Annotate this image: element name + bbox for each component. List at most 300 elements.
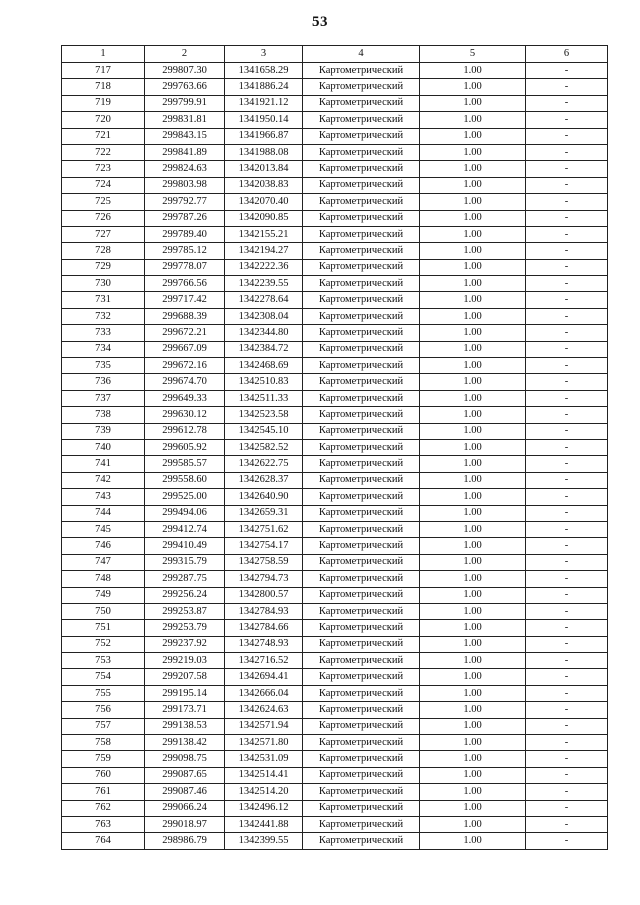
method-cell: Картометрический — [303, 308, 420, 324]
description-cell: - — [526, 751, 608, 767]
y-coordinate-cell: 1342344.80 — [225, 325, 303, 341]
column-header-6: 6 — [526, 46, 608, 63]
description-cell: - — [526, 308, 608, 324]
y-coordinate-cell: 1342090.85 — [225, 210, 303, 226]
point-number-cell: 752 — [62, 636, 145, 652]
x-coordinate-cell: 299253.87 — [145, 603, 225, 619]
method-cell: Картометрический — [303, 718, 420, 734]
y-coordinate-cell: 1342784.66 — [225, 620, 303, 636]
method-cell: Картометрический — [303, 95, 420, 111]
x-coordinate-cell: 299831.81 — [145, 112, 225, 128]
method-cell: Картометрический — [303, 112, 420, 128]
table-row — [62, 669, 608, 685]
x-coordinate-cell: 299763.66 — [145, 79, 225, 95]
point-number-cell: 764 — [62, 833, 145, 849]
y-coordinate-cell: 1342754.17 — [225, 538, 303, 554]
description-cell: - — [526, 521, 608, 537]
point-number-cell: 719 — [62, 95, 145, 111]
table-row — [62, 95, 608, 111]
table-row — [62, 685, 608, 701]
table-row — [62, 816, 608, 832]
accuracy-cell: 1.00 — [420, 292, 526, 308]
y-coordinate-cell: 1342716.52 — [225, 653, 303, 669]
y-coordinate-cell: 1342640.90 — [225, 489, 303, 505]
y-coordinate-cell: 1342748.93 — [225, 636, 303, 652]
method-cell: Картометрический — [303, 620, 420, 636]
x-coordinate-cell: 299630.12 — [145, 407, 225, 423]
method-cell: Картометрический — [303, 571, 420, 587]
y-coordinate-cell: 1342794.73 — [225, 571, 303, 587]
y-coordinate-cell: 1342622.75 — [225, 456, 303, 472]
method-cell: Картометрический — [303, 800, 420, 816]
point-number-cell: 732 — [62, 308, 145, 324]
accuracy-cell: 1.00 — [420, 276, 526, 292]
method-cell: Картометрический — [303, 784, 420, 800]
description-cell: - — [526, 292, 608, 308]
accuracy-cell: 1.00 — [420, 358, 526, 374]
point-number-cell: 740 — [62, 439, 145, 455]
table-row — [62, 226, 608, 242]
accuracy-cell: 1.00 — [420, 128, 526, 144]
x-coordinate-cell: 299098.75 — [145, 751, 225, 767]
table-row — [62, 587, 608, 603]
table-row — [62, 325, 608, 341]
accuracy-cell: 1.00 — [420, 751, 526, 767]
method-cell: Картометрический — [303, 653, 420, 669]
description-cell: - — [526, 259, 608, 275]
x-coordinate-cell: 299803.98 — [145, 177, 225, 193]
point-number-cell: 722 — [62, 144, 145, 160]
accuracy-cell: 1.00 — [420, 456, 526, 472]
point-number-cell: 735 — [62, 358, 145, 374]
x-coordinate-cell: 299792.77 — [145, 194, 225, 210]
accuracy-cell: 1.00 — [420, 63, 526, 79]
x-coordinate-cell: 299674.70 — [145, 374, 225, 390]
accuracy-cell: 1.00 — [420, 538, 526, 554]
method-cell: Картометрический — [303, 292, 420, 308]
accuracy-cell: 1.00 — [420, 784, 526, 800]
description-cell: - — [526, 128, 608, 144]
x-coordinate-cell: 299585.57 — [145, 456, 225, 472]
description-cell: - — [526, 800, 608, 816]
point-number-cell: 742 — [62, 472, 145, 488]
table-row — [62, 292, 608, 308]
column-header-5: 5 — [420, 46, 526, 63]
description-cell: - — [526, 603, 608, 619]
x-coordinate-cell: 299412.74 — [145, 521, 225, 537]
method-cell: Картометрический — [303, 685, 420, 701]
description-cell: - — [526, 702, 608, 718]
table-row — [62, 784, 608, 800]
x-coordinate-cell: 299789.40 — [145, 226, 225, 242]
x-coordinate-cell: 299315.79 — [145, 554, 225, 570]
point-number-cell: 743 — [62, 489, 145, 505]
point-number-cell: 762 — [62, 800, 145, 816]
y-coordinate-cell: 1342441.88 — [225, 816, 303, 832]
y-coordinate-cell: 1342571.80 — [225, 735, 303, 751]
accuracy-cell: 1.00 — [420, 767, 526, 783]
accuracy-cell: 1.00 — [420, 718, 526, 734]
x-coordinate-cell: 299612.78 — [145, 423, 225, 439]
description-cell: - — [526, 505, 608, 521]
point-number-cell: 739 — [62, 423, 145, 439]
x-coordinate-cell: 299256.24 — [145, 587, 225, 603]
table-row — [62, 735, 608, 751]
y-coordinate-cell: 1342511.33 — [225, 390, 303, 406]
accuracy-cell: 1.00 — [420, 177, 526, 193]
table-row — [62, 358, 608, 374]
y-coordinate-cell: 1342468.69 — [225, 358, 303, 374]
x-coordinate-cell: 298986.79 — [145, 833, 225, 849]
description-cell: - — [526, 620, 608, 636]
description-cell: - — [526, 587, 608, 603]
method-cell: Картометрический — [303, 161, 420, 177]
description-cell: - — [526, 390, 608, 406]
table-row — [62, 456, 608, 472]
accuracy-cell: 1.00 — [420, 226, 526, 242]
y-coordinate-cell: 1342523.58 — [225, 407, 303, 423]
point-number-cell: 754 — [62, 669, 145, 685]
point-number-cell: 759 — [62, 751, 145, 767]
method-cell: Картометрический — [303, 767, 420, 783]
y-coordinate-cell: 1342308.04 — [225, 308, 303, 324]
accuracy-cell: 1.00 — [420, 259, 526, 275]
method-cell: Картометрический — [303, 390, 420, 406]
method-cell: Картометрический — [303, 636, 420, 652]
y-coordinate-cell: 1341966.87 — [225, 128, 303, 144]
accuracy-cell: 1.00 — [420, 505, 526, 521]
accuracy-cell: 1.00 — [420, 603, 526, 619]
description-cell: - — [526, 439, 608, 455]
description-cell: - — [526, 177, 608, 193]
x-coordinate-cell: 299667.09 — [145, 341, 225, 357]
y-coordinate-cell: 1342758.59 — [225, 554, 303, 570]
table-row — [62, 128, 608, 144]
point-number-cell: 734 — [62, 341, 145, 357]
point-number-cell: 738 — [62, 407, 145, 423]
x-coordinate-cell: 299841.89 — [145, 144, 225, 160]
table-row — [62, 79, 608, 95]
x-coordinate-cell: 299605.92 — [145, 439, 225, 455]
point-number-cell: 725 — [62, 194, 145, 210]
y-coordinate-cell: 1342514.41 — [225, 767, 303, 783]
description-cell: - — [526, 489, 608, 505]
table-row — [62, 112, 608, 128]
method-cell: Картометрический — [303, 538, 420, 554]
description-cell: - — [526, 243, 608, 259]
description-cell: - — [526, 816, 608, 832]
description-cell: - — [526, 669, 608, 685]
x-coordinate-cell: 299766.56 — [145, 276, 225, 292]
description-cell: - — [526, 571, 608, 587]
point-number-cell: 717 — [62, 63, 145, 79]
accuracy-cell: 1.00 — [420, 374, 526, 390]
x-coordinate-cell: 299410.49 — [145, 538, 225, 554]
y-coordinate-cell: 1342194.27 — [225, 243, 303, 259]
y-coordinate-cell: 1342628.37 — [225, 472, 303, 488]
x-coordinate-cell: 299138.42 — [145, 735, 225, 751]
point-number-cell: 755 — [62, 685, 145, 701]
description-cell: - — [526, 407, 608, 423]
x-coordinate-cell: 299287.75 — [145, 571, 225, 587]
table-row — [62, 210, 608, 226]
point-number-cell: 721 — [62, 128, 145, 144]
y-coordinate-cell: 1342784.93 — [225, 603, 303, 619]
table-row — [62, 259, 608, 275]
point-number-cell: 730 — [62, 276, 145, 292]
method-cell: Картометрический — [303, 210, 420, 226]
description-cell: - — [526, 538, 608, 554]
method-cell: Картометрический — [303, 259, 420, 275]
x-coordinate-cell: 299087.46 — [145, 784, 225, 800]
table-row — [62, 161, 608, 177]
method-cell: Картометрический — [303, 243, 420, 259]
x-coordinate-cell: 299717.42 — [145, 292, 225, 308]
point-number-cell: 727 — [62, 226, 145, 242]
method-cell: Картометрический — [303, 702, 420, 718]
description-cell: - — [526, 456, 608, 472]
x-coordinate-cell: 299688.39 — [145, 308, 225, 324]
method-cell: Картометрический — [303, 554, 420, 570]
x-coordinate-cell: 299787.26 — [145, 210, 225, 226]
point-number-cell: 731 — [62, 292, 145, 308]
x-coordinate-cell: 299219.03 — [145, 653, 225, 669]
y-coordinate-cell: 1342013.84 — [225, 161, 303, 177]
table-row — [62, 243, 608, 259]
y-coordinate-cell: 1342666.04 — [225, 685, 303, 701]
accuracy-cell: 1.00 — [420, 587, 526, 603]
table-row — [62, 276, 608, 292]
description-cell: - — [526, 63, 608, 79]
column-header-3: 3 — [225, 46, 303, 63]
description-cell: - — [526, 79, 608, 95]
x-coordinate-cell: 299018.97 — [145, 816, 225, 832]
accuracy-cell: 1.00 — [420, 800, 526, 816]
x-coordinate-cell: 299207.58 — [145, 669, 225, 685]
page-number: 53 — [312, 14, 328, 30]
description-cell: - — [526, 685, 608, 701]
x-coordinate-cell: 299778.07 — [145, 259, 225, 275]
table-row — [62, 390, 608, 406]
point-number-cell: 737 — [62, 390, 145, 406]
table-row — [62, 472, 608, 488]
x-coordinate-cell: 299195.14 — [145, 685, 225, 701]
description-cell: - — [526, 325, 608, 341]
description-cell: - — [526, 194, 608, 210]
y-coordinate-cell: 1341988.08 — [225, 144, 303, 160]
x-coordinate-cell: 299138.53 — [145, 718, 225, 734]
point-number-cell: 749 — [62, 587, 145, 603]
y-coordinate-cell: 1341950.14 — [225, 112, 303, 128]
accuracy-cell: 1.00 — [420, 685, 526, 701]
y-coordinate-cell: 1342222.36 — [225, 259, 303, 275]
method-cell: Картометрический — [303, 358, 420, 374]
accuracy-cell: 1.00 — [420, 325, 526, 341]
description-cell: - — [526, 718, 608, 734]
accuracy-cell: 1.00 — [420, 521, 526, 537]
accuracy-cell: 1.00 — [420, 816, 526, 832]
method-cell: Картометрический — [303, 489, 420, 505]
table-row — [62, 407, 608, 423]
x-coordinate-cell: 299173.71 — [145, 702, 225, 718]
method-cell: Картометрический — [303, 128, 420, 144]
accuracy-cell: 1.00 — [420, 243, 526, 259]
method-cell: Картометрический — [303, 751, 420, 767]
method-cell: Картометрический — [303, 226, 420, 242]
table-row — [62, 554, 608, 570]
table-row — [62, 63, 608, 79]
accuracy-cell: 1.00 — [420, 439, 526, 455]
y-coordinate-cell: 1341886.24 — [225, 79, 303, 95]
x-coordinate-cell: 299807.30 — [145, 63, 225, 79]
description-cell: - — [526, 95, 608, 111]
method-cell: Картометрический — [303, 587, 420, 603]
y-coordinate-cell: 1342659.31 — [225, 505, 303, 521]
method-cell: Картометрический — [303, 603, 420, 619]
method-cell: Картометрический — [303, 669, 420, 685]
x-coordinate-cell: 299253.79 — [145, 620, 225, 636]
description-cell: - — [526, 636, 608, 652]
point-number-cell: 760 — [62, 767, 145, 783]
x-coordinate-cell: 299087.65 — [145, 767, 225, 783]
point-number-cell: 756 — [62, 702, 145, 718]
description-cell: - — [526, 144, 608, 160]
point-number-cell: 744 — [62, 505, 145, 521]
point-number-cell: 741 — [62, 456, 145, 472]
description-cell: - — [526, 784, 608, 800]
accuracy-cell: 1.00 — [420, 112, 526, 128]
x-coordinate-cell: 299824.63 — [145, 161, 225, 177]
table-row — [62, 439, 608, 455]
point-number-cell: 751 — [62, 620, 145, 636]
table-row — [62, 653, 608, 669]
y-coordinate-cell: 1342239.55 — [225, 276, 303, 292]
y-coordinate-cell: 1341658.29 — [225, 63, 303, 79]
table-row — [62, 144, 608, 160]
point-number-cell: 728 — [62, 243, 145, 259]
table-row — [62, 833, 608, 849]
table-body — [62, 63, 608, 850]
table-row — [62, 177, 608, 193]
description-cell: - — [526, 554, 608, 570]
table-row — [62, 620, 608, 636]
accuracy-cell: 1.00 — [420, 636, 526, 652]
y-coordinate-cell: 1341921.12 — [225, 95, 303, 111]
accuracy-cell: 1.00 — [420, 735, 526, 751]
table-header-row — [62, 46, 608, 63]
table-row — [62, 423, 608, 439]
x-coordinate-cell: 299672.16 — [145, 358, 225, 374]
accuracy-cell: 1.00 — [420, 144, 526, 160]
description-cell: - — [526, 210, 608, 226]
method-cell: Картометрический — [303, 521, 420, 537]
x-coordinate-cell: 299799.91 — [145, 95, 225, 111]
table-row — [62, 767, 608, 783]
accuracy-cell: 1.00 — [420, 620, 526, 636]
description-cell: - — [526, 374, 608, 390]
point-number-cell: 729 — [62, 259, 145, 275]
table-row — [62, 571, 608, 587]
point-number-cell: 758 — [62, 735, 145, 751]
accuracy-cell: 1.00 — [420, 210, 526, 226]
method-cell: Картометрический — [303, 505, 420, 521]
y-coordinate-cell: 1342384.72 — [225, 341, 303, 357]
y-coordinate-cell: 1342694.41 — [225, 669, 303, 685]
accuracy-cell: 1.00 — [420, 79, 526, 95]
point-number-cell: 724 — [62, 177, 145, 193]
point-number-cell: 720 — [62, 112, 145, 128]
method-cell: Картометрический — [303, 439, 420, 455]
accuracy-cell: 1.00 — [420, 407, 526, 423]
accuracy-cell: 1.00 — [420, 390, 526, 406]
description-cell: - — [526, 653, 608, 669]
method-cell: Картометрический — [303, 472, 420, 488]
x-coordinate-cell: 299494.06 — [145, 505, 225, 521]
table-row — [62, 538, 608, 554]
coordinates-table — [61, 45, 608, 850]
table-row — [62, 702, 608, 718]
y-coordinate-cell: 1342531.09 — [225, 751, 303, 767]
x-coordinate-cell: 299843.15 — [145, 128, 225, 144]
method-cell: Картометрический — [303, 735, 420, 751]
method-cell: Картометрический — [303, 63, 420, 79]
table-row — [62, 374, 608, 390]
y-coordinate-cell: 1342624.63 — [225, 702, 303, 718]
x-coordinate-cell: 299649.33 — [145, 390, 225, 406]
table-row — [62, 521, 608, 537]
y-coordinate-cell: 1342070.40 — [225, 194, 303, 210]
method-cell: Картометрический — [303, 456, 420, 472]
description-cell: - — [526, 472, 608, 488]
method-cell: Картометрический — [303, 407, 420, 423]
table-row — [62, 751, 608, 767]
table-row — [62, 308, 608, 324]
description-cell: - — [526, 358, 608, 374]
accuracy-cell: 1.00 — [420, 653, 526, 669]
point-number-cell: 733 — [62, 325, 145, 341]
y-coordinate-cell: 1342571.94 — [225, 718, 303, 734]
column-header-1: 1 — [62, 46, 145, 63]
accuracy-cell: 1.00 — [420, 161, 526, 177]
point-number-cell: 750 — [62, 603, 145, 619]
column-header-2: 2 — [145, 46, 225, 63]
accuracy-cell: 1.00 — [420, 489, 526, 505]
description-cell: - — [526, 226, 608, 242]
point-number-cell: 761 — [62, 784, 145, 800]
description-cell: - — [526, 112, 608, 128]
point-number-cell: 757 — [62, 718, 145, 734]
accuracy-cell: 1.00 — [420, 472, 526, 488]
description-cell: - — [526, 833, 608, 849]
method-cell: Картометрический — [303, 833, 420, 849]
y-coordinate-cell: 1342800.57 — [225, 587, 303, 603]
accuracy-cell: 1.00 — [420, 95, 526, 111]
description-cell: - — [526, 767, 608, 783]
description-cell: - — [526, 423, 608, 439]
accuracy-cell: 1.00 — [420, 308, 526, 324]
x-coordinate-cell: 299672.21 — [145, 325, 225, 341]
method-cell: Картометрический — [303, 374, 420, 390]
accuracy-cell: 1.00 — [420, 669, 526, 685]
table-row — [62, 636, 608, 652]
y-coordinate-cell: 1342545.10 — [225, 423, 303, 439]
table-row — [62, 603, 608, 619]
description-cell: - — [526, 161, 608, 177]
y-coordinate-cell: 1342582.52 — [225, 439, 303, 455]
description-cell: - — [526, 735, 608, 751]
point-number-cell: 723 — [62, 161, 145, 177]
accuracy-cell: 1.00 — [420, 423, 526, 439]
